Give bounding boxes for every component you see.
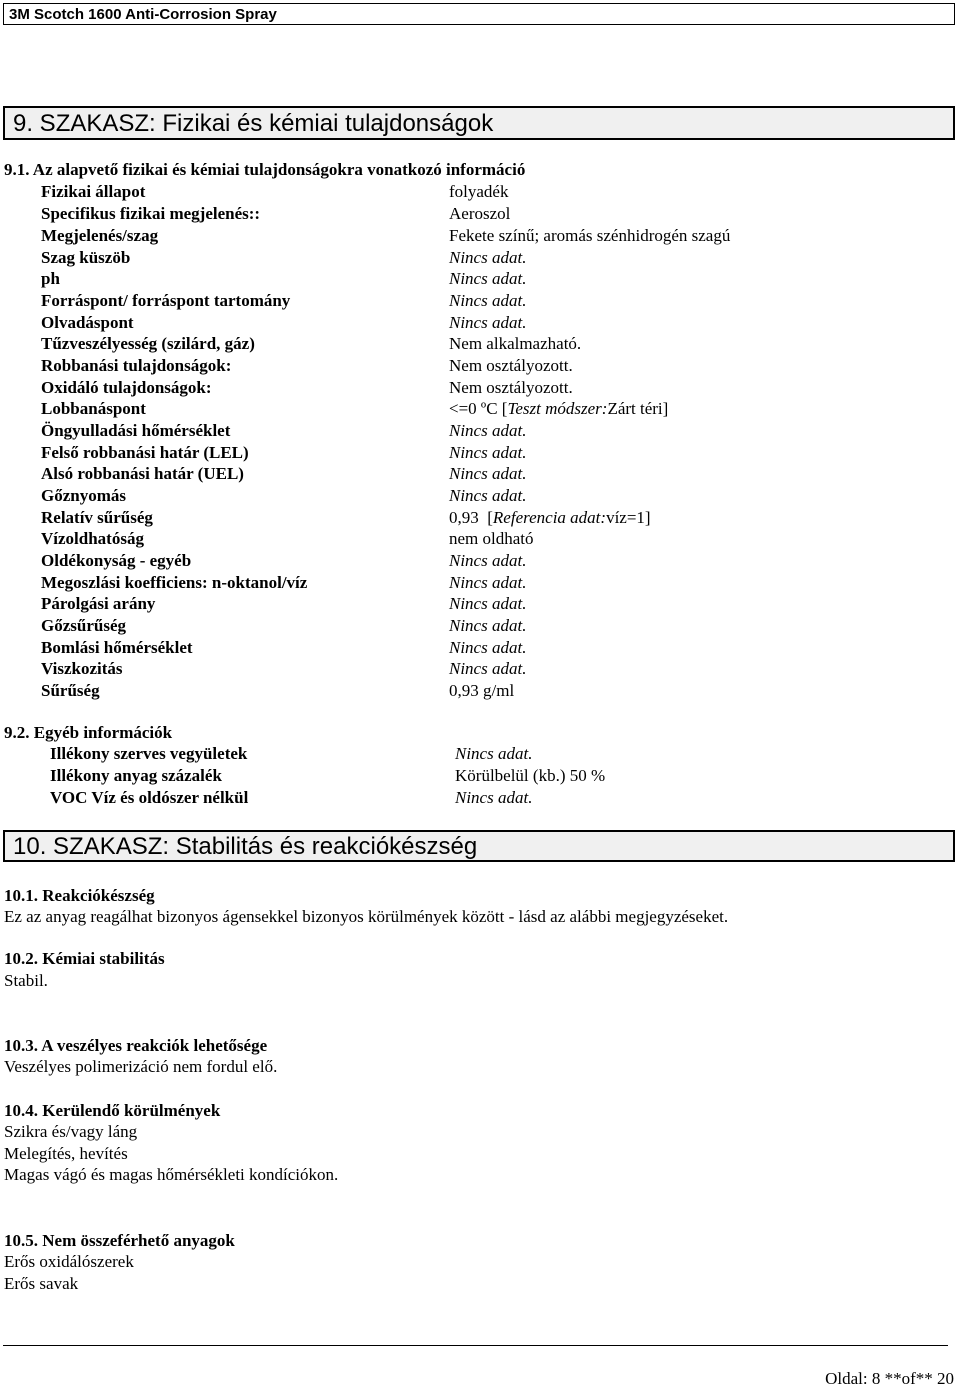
section-9-header	[3, 106, 955, 140]
section-10-title: 10. SZAKASZ: Stabilitás és reakciókészség	[13, 833, 478, 860]
prop-label: Megjelenés/szag	[41, 226, 159, 245]
block-heading: 10.3. A veszélyes reakciók lehetősége	[4, 1036, 268, 1055]
prop-value-tail: Zárt téri]	[607, 399, 669, 418]
prop-label: Oxidáló tulajdonságok:	[41, 378, 212, 397]
block-line: Stabil.	[4, 971, 48, 990]
block-line: Magas vágó és magas hőmérsékleti kondíciókon.	[4, 1165, 339, 1184]
prop-value: Nincs adat.	[449, 486, 527, 505]
other-value: Nincs adat.	[455, 744, 533, 763]
prop-label: Viszkozitás	[41, 659, 123, 678]
prop-value: Nincs adat.	[449, 421, 527, 440]
footer-divider	[3, 1345, 948, 1346]
prop-label: Gőzsűrűség	[41, 616, 126, 635]
prop-value: Nincs adat.	[449, 573, 527, 592]
prop-label: Szag küszöb	[41, 248, 131, 267]
prop-value: Nincs adat.	[449, 291, 527, 310]
prop-value: Nincs adat.	[449, 638, 527, 657]
product-title: 3M Scotch 1600 Anti-Corrosion Spray	[9, 6, 277, 23]
prop-value: Nem osztályozott.	[449, 378, 573, 397]
prop-label: Bomlási hőmérséklet	[41, 638, 193, 657]
prop-value: Nincs adat.	[449, 659, 527, 678]
prop-label: Fizikai állapot	[41, 182, 146, 201]
prop-label: ph	[41, 269, 60, 288]
prop-value-composite	[449, 399, 668, 419]
prop-value-italic: Teszt módszer:	[507, 399, 608, 418]
prop-value-italic: Referencia adat:	[492, 508, 607, 527]
section-10-header	[3, 830, 955, 862]
prop-label: Gőznyomás	[41, 486, 126, 505]
prop-label: Robbanási tulajdonságok:	[41, 356, 232, 375]
prop-value: Nincs adat.	[449, 464, 527, 483]
prop-value: folyadék	[449, 182, 509, 201]
block-heading: 10.2. Kémiai stabilitás	[4, 949, 165, 968]
block-heading: 10.1. Reakciókészség	[4, 886, 155, 905]
block-line: Szikra és/vagy láng	[4, 1122, 138, 1141]
prop-label: Alsó robbanási határ (UEL)	[41, 464, 244, 483]
prop-value: 0,93 g/ml	[449, 681, 515, 700]
page-number: Oldal: 8 **of** 20	[825, 1369, 954, 1388]
block-heading: 10.4. Kerülendő körülmények	[4, 1101, 221, 1120]
prop-value: Nincs adat.	[449, 248, 527, 267]
other-value: Nincs adat.	[455, 788, 533, 807]
other-value: Körülbelül (kb.) 50 %	[455, 766, 606, 785]
prop-label: Forráspont/ forráspont tartomány	[41, 291, 291, 310]
block-line: Veszélyes polimerizáció nem fordul elő.	[4, 1057, 278, 1076]
other-label: Illékony anyag százalék	[50, 766, 222, 785]
prop-label: Oldékonyság - egyéb	[41, 551, 192, 570]
subsection-9-2-title: 9.2. Egyéb információk	[4, 723, 173, 742]
prop-value: Nincs adat.	[449, 616, 527, 635]
other-label: VOC Víz és oldószer nélkül	[50, 788, 249, 807]
prop-value: Nincs adat.	[449, 594, 527, 613]
prop-label: Vízoldhatóság	[41, 529, 144, 548]
block-line: Erős oxidálószerek	[4, 1252, 134, 1271]
block-line: Erős savak	[4, 1274, 79, 1293]
prop-value: Nincs adat.	[449, 269, 527, 288]
prop-value-composite	[449, 508, 651, 528]
prop-value: nem oldható	[449, 529, 534, 548]
prop-value: Fekete színű; aromás szénhidrogén szagú	[449, 226, 731, 245]
prop-label: Sűrűség	[41, 681, 100, 700]
prop-label: Felső robbanási határ (LEL)	[41, 443, 249, 462]
prop-label: Lobbanáspont	[41, 399, 146, 418]
prop-value: 0,93 [	[449, 508, 493, 527]
prop-label: Specifikus fizikai megjelenés::	[41, 204, 261, 223]
prop-value: <=0 ºC [	[449, 399, 508, 418]
block-line: Melegítés, hevítés	[4, 1144, 128, 1163]
document-header	[3, 3, 955, 25]
prop-value: Nincs adat.	[449, 551, 527, 570]
prop-label: Öngyulladási hőmérséklet	[41, 421, 231, 440]
prop-label: Tűzveszélyesség (szilárd, gáz)	[41, 334, 255, 353]
prop-value-tail: víz=1]	[606, 508, 651, 527]
block-line: Ez az anyag reagálhat bizonyos ágensekkel bizonyos körülmények között - lásd az alábbi megjegyzéseket.	[4, 907, 729, 926]
block-heading: 10.5. Nem összeférhető anyagok	[4, 1231, 235, 1250]
prop-value: Nem osztályozott.	[449, 356, 573, 375]
prop-label: Olvadáspont	[41, 313, 134, 332]
prop-label: Párolgási arány	[41, 594, 156, 613]
prop-value: Nincs adat.	[449, 443, 527, 462]
prop-label: Megoszlási koefficiens: n-oktanol/víz	[41, 573, 308, 592]
subsection-9-1-title: 9.1. Az alapvető fizikai és kémiai tulajdonságokra vonatkozó információ	[4, 160, 526, 179]
section-9-title: 9. SZAKASZ: Fizikai és kémiai tulajdonságok	[13, 110, 494, 137]
prop-value: Aeroszol	[449, 204, 511, 223]
other-label: Illékony szerves vegyületek	[50, 744, 248, 763]
prop-value: Nincs adat.	[449, 313, 527, 332]
prop-label: Relatív sűrűség	[41, 508, 153, 527]
prop-value: Nem alkalmazható.	[449, 334, 582, 353]
